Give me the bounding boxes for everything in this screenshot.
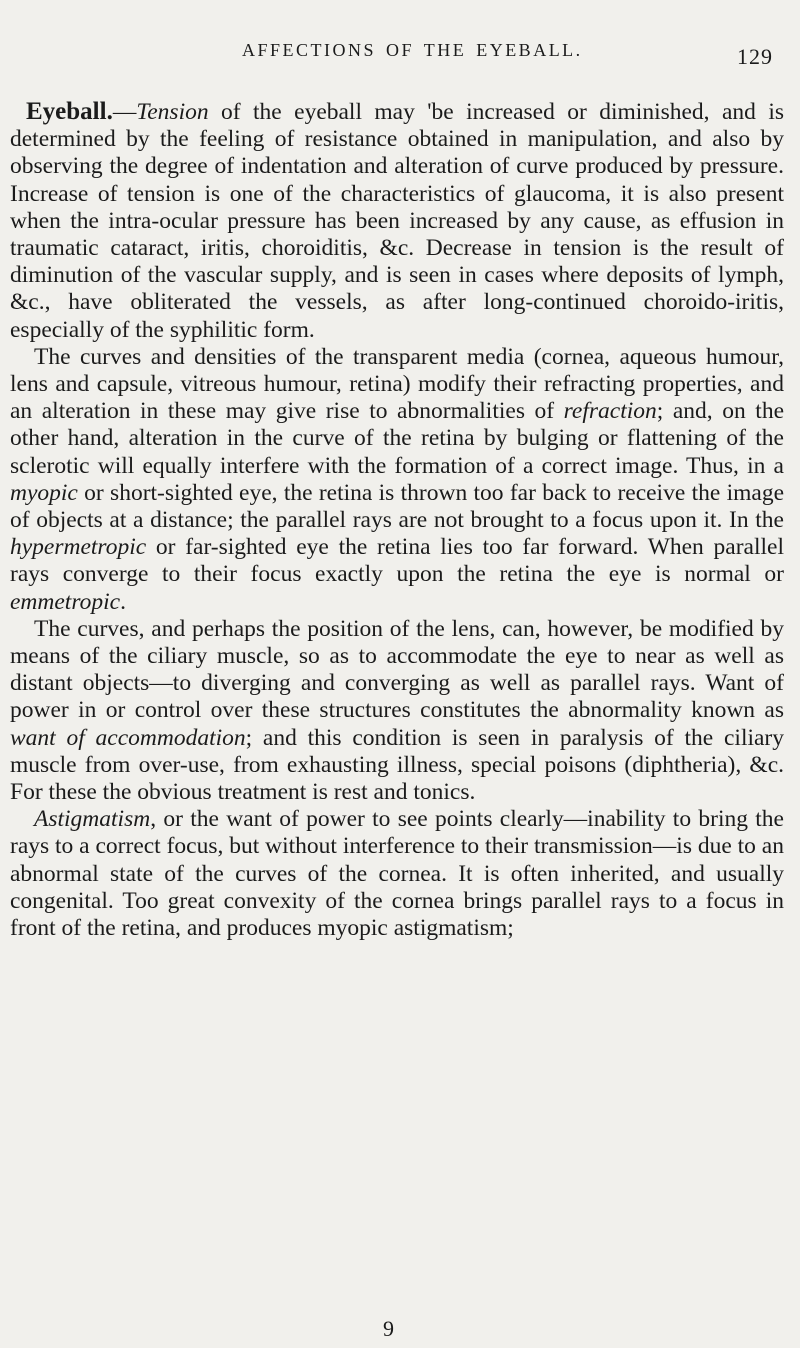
paragraph-tension (10, 98, 784, 344)
heading-dash: — (112, 99, 137, 125)
paragraph-text: . (120, 588, 126, 615)
paragraph-text: ; and, on the other hand, alteration in the curve of the retina by bulging or flattening of the sclerotic will equally interfere with the formation of a correct image. Thus, in a (10, 398, 784, 479)
term-myopic: myopic (10, 479, 78, 506)
paragraph-refraction (10, 344, 784, 616)
term-want-of-accommodation: want of accommodation (10, 724, 246, 751)
paragraph-text: or far-sighted eye the retina lies too far forward. When parallel rays converge to their focus exactly upon the retina the eye is normal or (10, 534, 784, 588)
page-number: 129 (737, 44, 773, 69)
term-hypermetropic: hypermetropic (10, 534, 147, 561)
term-refraction: refraction (563, 398, 657, 425)
term-astigmatism: Astigmatism (34, 806, 151, 833)
signature-mark: 9 (383, 1316, 394, 1341)
paragraph-text: or short-sighted eye, the retina is thrown too far back to receive the image of objects at a distance; the parallel rays are not brought to a focus upon it. In the (10, 479, 784, 534)
paragraph-text: The curves, and perhaps the position of the lens, can, however, be modified by means of the ciliary muscle, so as to accommodate the eye to near as well as distant objects—to diverging and converging as well as parallel rays. Want of power in or control over these structures constitutes the abnormality known as (10, 615, 784, 724)
term-emmetropic: emmetropic (10, 588, 121, 615)
paragraph-accommodation (10, 616, 784, 806)
paragraph-text: The curves and densities of the transparent media (cornea, aqueous humour, lens and capsule, vitreous humour, retina) modify their refracting properties, and an alteration in these may give rise to abnormalities of (10, 343, 784, 425)
section-heading: Eyeball. (26, 98, 113, 125)
paragraph-text: , or the want of power to see points clearly—inability to bring the rays to a correct focus, but without interference to their transmission—is due to an abnormal state of the curves of the cornea. It is often inherited, and usually congenital. Too great convexity of the cornea brings parallel rays to a focus in front of the retina, and produces myopic astigmatism; (10, 806, 784, 942)
paragraph-astigmatism (10, 806, 784, 942)
body-text (10, 98, 784, 942)
term-tension: Tension (136, 99, 209, 125)
paragraph-text: ; and this condition is seen in paralysis of the ciliary muscle from over-use, from exhausting illness, special poisons (diphtheria), &c. For these the obvious treatment is rest and tonics. (10, 724, 785, 806)
paragraph-text: of the eyeball may 'be increased or diminished, and is determined by the feeling of resistance obtained in manipulation, and also by observing the degree of indentation and alteration of curve produced by pressure. Increase of tension is one of the characteristics of glaucoma, it is also present when the intra-ocular pressure has been increased by any cause, as effusion in traumatic cataract, iritis, choroiditis, &c. Decrease in tension is the result of diminution of the vascular supply, and is seen in cases where deposits of lymph, &c., have obliterated the vessels, as after long-continued choroido-iritis, especially of the syphilitic form. (10, 99, 784, 343)
running-head: AFFECTIONS OF THE EYEBALL. (242, 40, 583, 60)
